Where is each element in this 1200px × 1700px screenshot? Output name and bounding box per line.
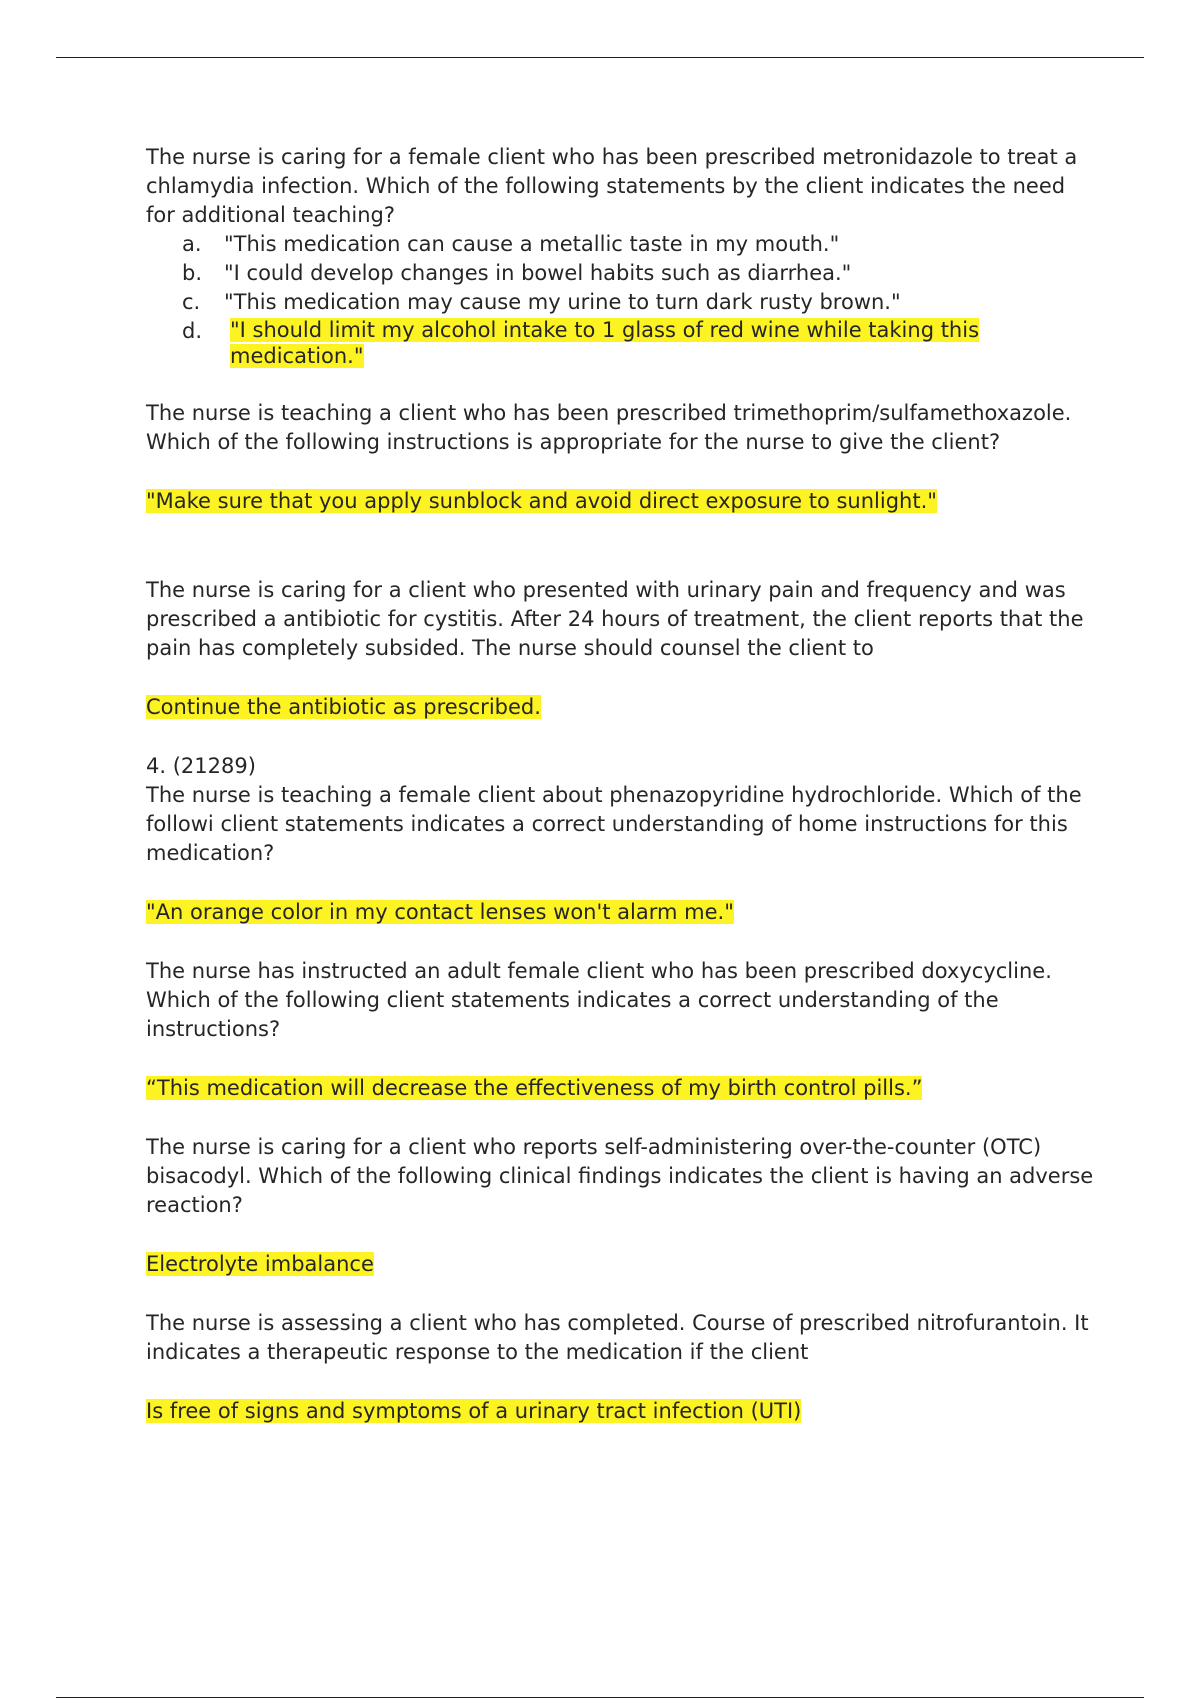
question-stem: The nurse is teaching a client who has been prescribed trimethoprim/sulfamethoxazole. Which of the following instructions is appropriate for the nurse to give the client? — [146, 401, 1072, 454]
option-c — [146, 288, 1096, 317]
question-1 — [146, 143, 1096, 369]
option-text: "This medication may cause my urine to turn dark rusty brown." — [224, 290, 901, 314]
document-body — [146, 143, 1096, 1426]
highlighted-answer: "Make sure that you apply sunblock and avoid direct exposure to sunlight." — [146, 489, 937, 513]
highlighted-answer: Electrolyte imbalance — [146, 1252, 374, 1276]
question-4 — [146, 752, 1096, 927]
question-3 — [146, 576, 1096, 722]
highlighted-answer: Continue the antibiotic as prescribed. — [146, 695, 541, 719]
option-letter: a. — [182, 232, 202, 256]
question-5 — [146, 957, 1096, 1103]
option-b — [146, 259, 1096, 288]
option-text: "I could develop changes in bowel habits such as diarrhea." — [224, 261, 852, 285]
option-letter: c. — [182, 290, 201, 314]
question-2 — [146, 399, 1096, 516]
highlighted-answer: "An orange color in my contact lenses won't alarm me." — [146, 900, 734, 924]
question-stem: The nurse is caring for a female client who has been prescribed metronidazole to treat a chlamydia infection. Which of the following statements by the client indicates the need for additional teaching? — [146, 145, 1078, 227]
option-d-correct — [146, 317, 1096, 369]
question-number: 4. (21289) — [146, 754, 256, 778]
highlighted-answer: Is free of signs and symptoms of a urinary tract infection (UTI) — [146, 1399, 802, 1423]
question-stem: The nurse is assessing a client who has completed. Course of prescribed nitrofurantoin. It indicates a therapeutic response to the medication if the client — [146, 1311, 1089, 1364]
highlighted-answer: “This medication will decrease the effectiveness of my birth control pills.” — [146, 1076, 923, 1100]
highlighted-answer: "I should limit my alcohol intake to 1 glass of red wine while taking this medication." — [230, 318, 980, 368]
option-a — [146, 230, 1096, 259]
option-letter: b. — [182, 261, 203, 285]
question-stem: The nurse is teaching a female client about phenazopyridine hydrochloride. Which of the followi client statements indicates a correct understanding of home instructions for this medication? — [146, 783, 1082, 865]
question-stem: The nurse is caring for a client who presented with urinary pain and frequency and was prescribed a antibiotic for cystitis. After 24 hours of treatment, the client reports that the pain has completely subsided. The nurse should counsel the client to — [146, 578, 1084, 660]
question-6 — [146, 1133, 1096, 1279]
option-text: "This medication can cause a metallic taste in my mouth." — [224, 232, 840, 256]
option-letter: d. — [182, 319, 203, 343]
bottom-rule — [56, 1697, 1144, 1698]
answer-options — [146, 230, 1096, 369]
question-7 — [146, 1309, 1096, 1426]
top-rule — [56, 57, 1144, 58]
question-stem: The nurse is caring for a client who reports self-administering over-the-counter (OTC) bisacodyl. Which of the following clinical findings indicates the client is having an adverse reaction? — [146, 1135, 1094, 1217]
question-stem: The nurse has instructed an adult female client who has been prescribed doxycycline. Which of the following client statements indicates a correct understanding of the instructions? — [146, 959, 1052, 1041]
